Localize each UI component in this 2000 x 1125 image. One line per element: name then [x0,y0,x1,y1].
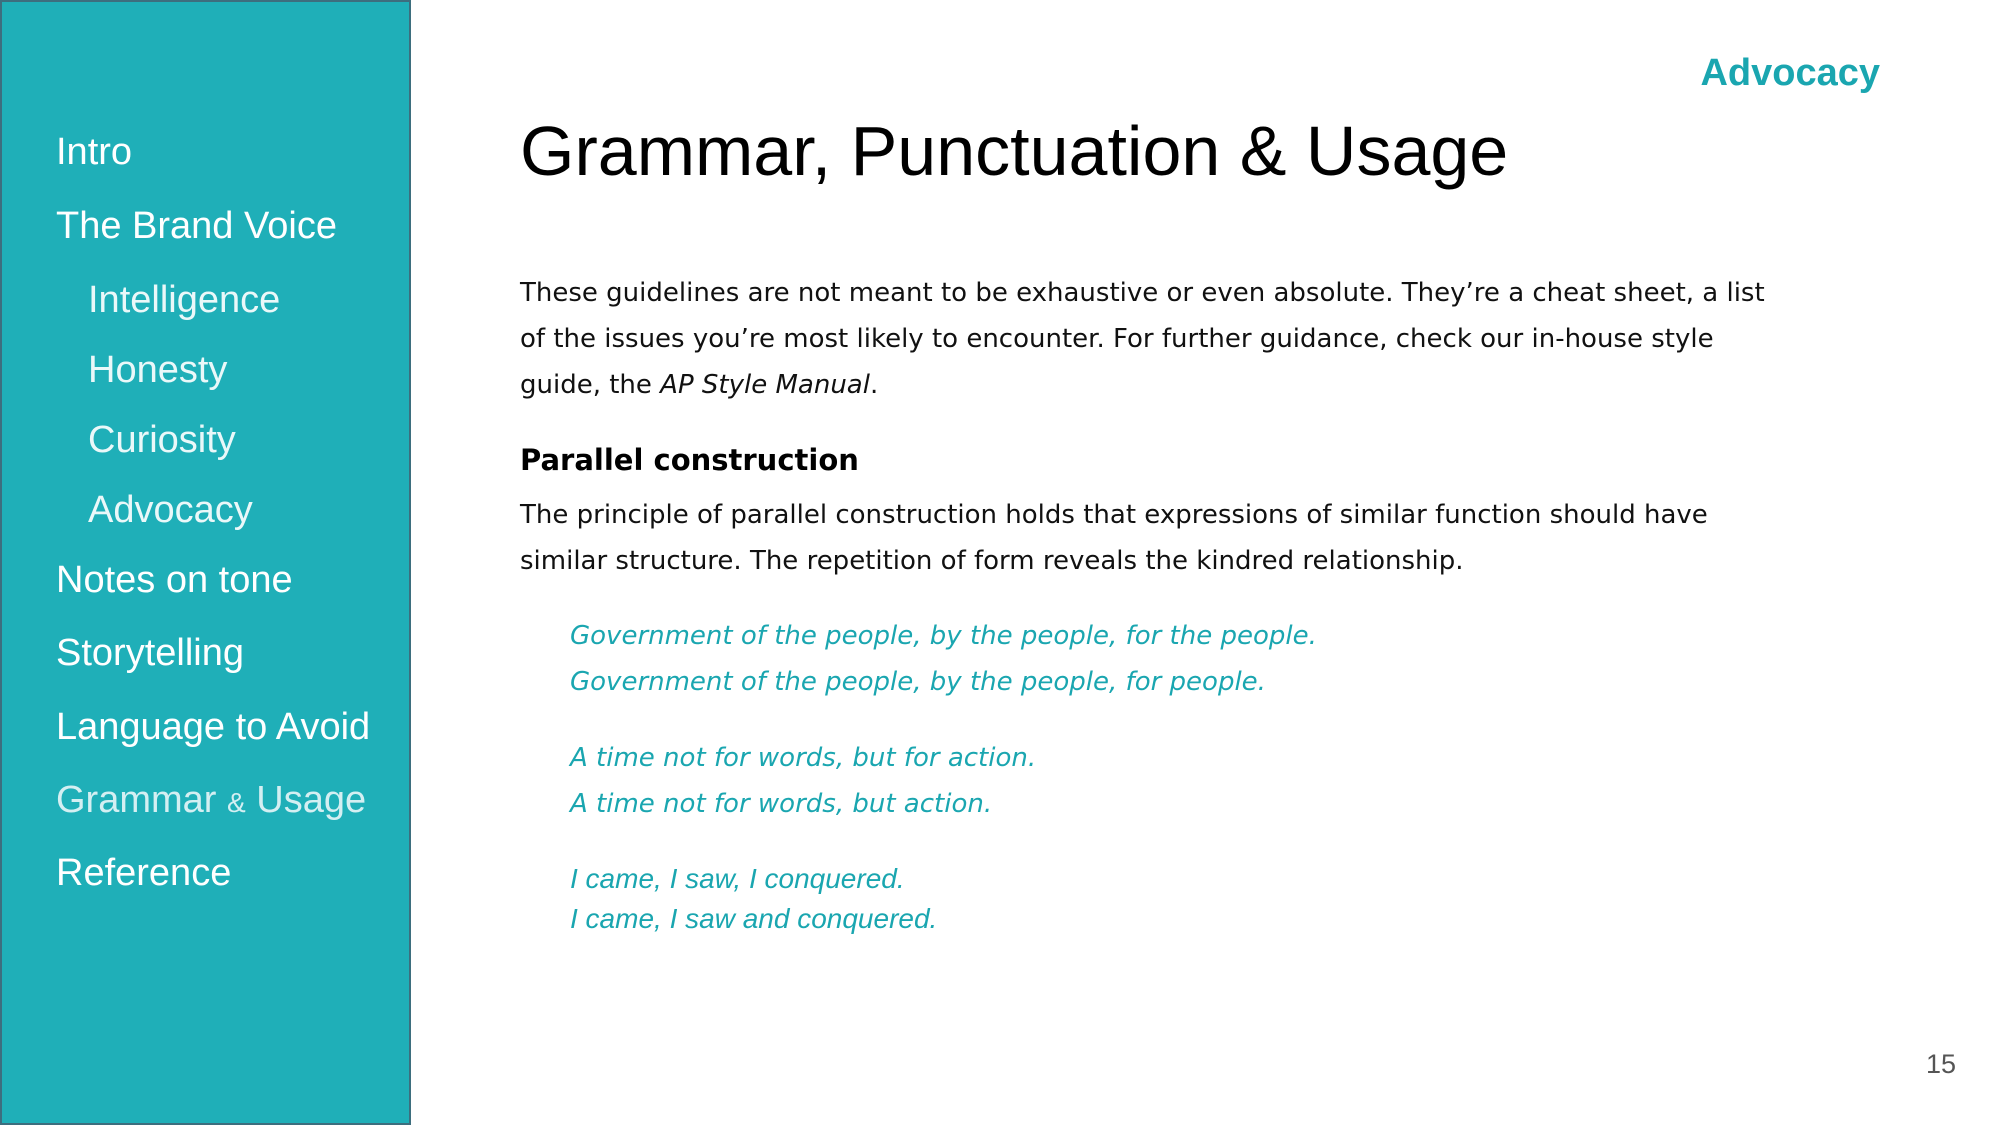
nav-item-grammar-usage[interactable] [56,781,366,819]
example-line: Government of the people, by the people, for the people. [570,621,1317,651]
nav-item-notes-on-tone[interactable]: Notes on tone [56,559,293,601]
nav-item-advocacy[interactable]: Advocacy [88,489,253,531]
nav-item-intelligence[interactable]: Intelligence [88,279,281,321]
section-subheading: Parallel construction [520,443,859,477]
nav-item-reference[interactable]: Reference [56,852,232,894]
principle-paragraph: The principle of parallel construction holds that expressions of similar function should have similar structure. The repetition of form reveals the kindred relationship. [520,500,1708,576]
intro-manual-title: AP Style Manual [660,370,870,400]
example-line: I came, I saw and conquered. [570,903,938,934]
page-number: 15 [1925,1049,1956,1079]
nav-item-brand-voice[interactable]: The Brand Voice [56,205,337,247]
nav-item-grammar-amp: & [227,787,246,818]
example-line: Government of the people, by the people, for people. [570,667,1266,697]
sidebar-nav [0,0,411,1125]
nav-item-language-to-avoid[interactable]: Language to Avoid [56,706,371,748]
intro-paragraph [520,270,1780,408]
nav-item-grammar-text: Grammar [56,779,217,821]
page-title: Grammar, Punctuation & Usage [520,112,1509,190]
nav-item-curiosity[interactable]: Curiosity [88,419,236,461]
example-line: I came, I saw, I conquered. [570,863,905,894]
nav-item-honesty[interactable]: Honesty [88,349,228,391]
nav-item-intro[interactable]: Intro [56,131,133,173]
nav-item-storytelling[interactable]: Storytelling [56,632,244,674]
intro-end: . [869,370,879,400]
nav-item-usage-text: Usage [256,779,367,821]
example-line: A time not for words, but for action. [570,743,1037,773]
example-line: A time not for words, but action. [570,789,993,819]
section-label: Advocacy [1700,52,1880,94]
intro-text: These guidelines are not meant to be exhaustive or even absolute. They’re a cheat sheet, a list of the issues you’re most likely to encounter. For further guidance, check our in-house style guide, the [520,278,1765,400]
